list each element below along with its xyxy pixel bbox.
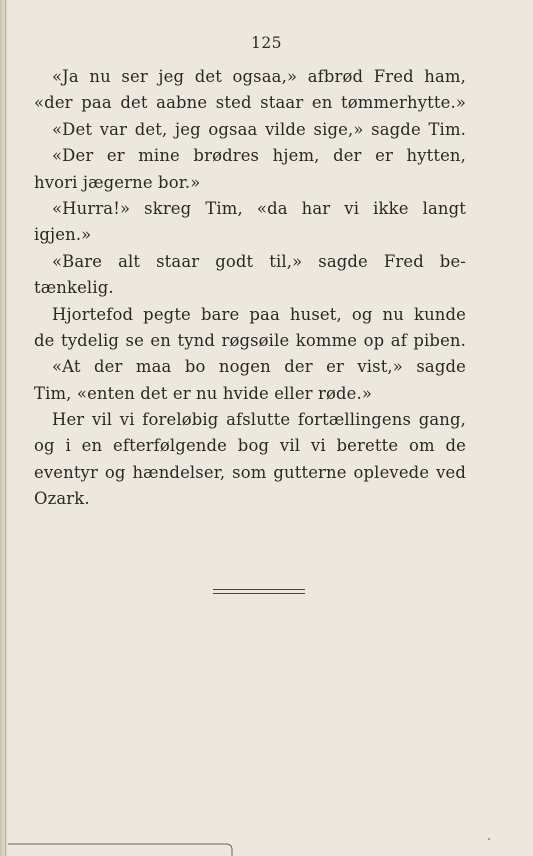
ornament-rule-bottom bbox=[213, 593, 305, 594]
page-number: 125 bbox=[250, 34, 283, 52]
body-text bbox=[34, 64, 466, 513]
text-line: «Bare alt staar godt til,» sagde Fred be- bbox=[52, 251, 466, 271]
text-line: «Det var det, jeg ogsaa vilde sige,» sagde Tim. bbox=[52, 119, 466, 139]
text-line: Tim, «enten det er nu hvide eller røde.» bbox=[34, 383, 373, 403]
text-line: de tydelig se en tynd røgsøile komme op af piben. bbox=[34, 330, 466, 350]
text-line: «der paa det aabne sted staar en tømmerhytte.» bbox=[34, 93, 466, 113]
text-line: «At der maa bo nogen der er vist,» sagde bbox=[52, 357, 466, 377]
text-line: «Ja nu ser jeg det ogsaa,» afbrød Fred ham, bbox=[52, 67, 466, 86]
text-line: hvori jægerne bor.» bbox=[34, 172, 201, 192]
paper-speck bbox=[488, 838, 490, 840]
ornament-rule-top bbox=[213, 589, 305, 590]
text-line: igjen.» bbox=[34, 225, 92, 245]
binding-line bbox=[5, 0, 6, 856]
text-line: tænkelig. bbox=[34, 278, 114, 298]
text-line: «Der er mine brødres hjem, der er hytten, bbox=[52, 146, 466, 166]
page-edge-mark bbox=[8, 842, 233, 856]
text-line: Hjortefod pegte bare paa huset, og nu kunde bbox=[52, 304, 466, 324]
text-line: «Hurra!» skreg Tim, «da har vi ikke langt bbox=[52, 198, 466, 218]
text-line: Her vil vi foreløbig afslutte fortællingens gang, bbox=[52, 410, 466, 430]
text-line: eventyr og hændelser, som gutterne oplevede ved bbox=[34, 462, 466, 482]
section-end-ornament bbox=[213, 589, 305, 595]
text-line: og i en efterfølgende bog vil vi berette om de bbox=[34, 436, 466, 456]
text-line: Ozark. bbox=[34, 489, 90, 509]
